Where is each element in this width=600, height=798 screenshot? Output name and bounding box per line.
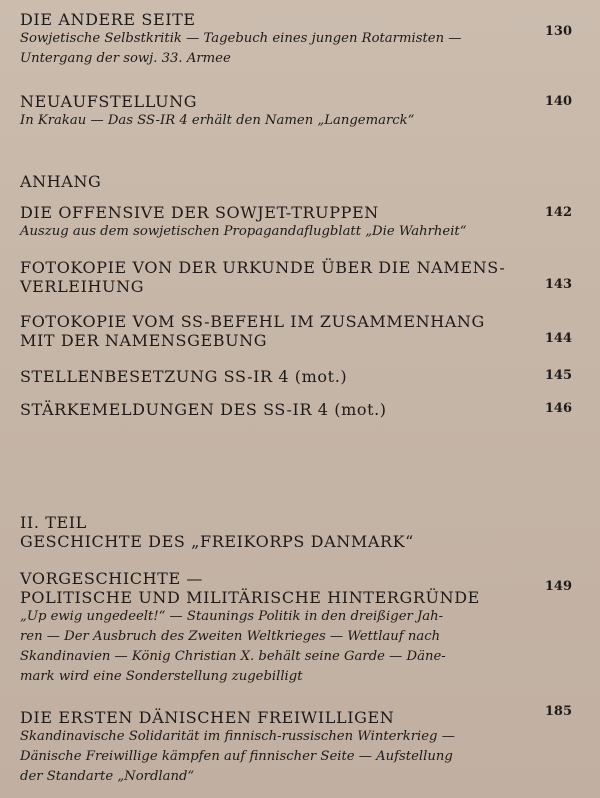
entry-title: VORGESCHICHTE — — [20, 569, 204, 588]
entry-description-line: In Krakau — Das SS-IR 4 erhält den Namen „Langemarck“ — [20, 113, 415, 128]
toc-entry — [20, 367, 580, 386]
toc-entry — [20, 569, 580, 687]
toc-entry — [20, 258, 580, 296]
page-number: 145 — [544, 368, 572, 383]
entry-description-line: Untergang der sowj. 33. Armee — [20, 51, 231, 66]
page-number: 144 — [544, 331, 572, 346]
page-number: 142 — [544, 205, 572, 220]
entry-title-continued: VERLEIHUNG — [20, 277, 145, 296]
toc-entry — [20, 312, 580, 350]
toc-entry — [20, 92, 580, 131]
entry-description-line: Skandinavien — König Christian X. behält seine Garde — Däne- — [20, 649, 446, 664]
entry-title: NEUAUFSTELLUNG — [20, 92, 198, 111]
entry-title: STÄRKEMELDUNGEN DES SS-IR 4 (mot.) — [20, 400, 387, 419]
entry-title: STELLENBESETZUNG SS-IR 4 (mot.) — [20, 367, 348, 386]
page-number: 185 — [544, 704, 572, 719]
entry-title: FOTOKOPIE VOM SS-BEFEHL IM ZUSAMMENHANG — [20, 312, 485, 331]
entry-title: II. TEIL — [20, 513, 87, 532]
entry-description-line: ren — Der Ausbruch des Zweiten Weltkrieges — Wettlauf nach — [20, 629, 441, 644]
entry-title: DIE OFFENSIVE DER SOWJET-TRUPPEN — [20, 203, 379, 222]
entry-title-continued: MIT DER NAMENSGEBUNG — [20, 331, 268, 350]
entry-title: FOTOKOPIE VON DER URKUNDE ÜBER DIE NAMENS- — [20, 258, 506, 277]
page-number: 146 — [544, 401, 572, 416]
entry-description-line: Dänische Freiwillige kämpfen auf finnischer Seite — Aufstellung — [20, 749, 453, 764]
section-heading — [20, 172, 580, 191]
toc-entry — [20, 203, 580, 242]
entry-title: ANHANG — [20, 172, 102, 191]
toc-entry — [20, 10, 580, 69]
page-number: 143 — [544, 277, 572, 292]
entry-description-line: der Standarte „Nordland“ — [20, 769, 195, 784]
entry-title: DIE ANDERE SEITE — [20, 10, 196, 29]
toc-entry — [20, 400, 580, 419]
toc-entry — [20, 704, 580, 787]
entry-description-line: Skandinavische Solidarität im finnisch-russischen Winterkrieg — — [20, 729, 455, 744]
entry-description-line: Sowjetische Selbstkritik — Tagebuch eines jungen Rotarmisten — — [20, 31, 462, 46]
entry-title-continued: POLITISCHE UND MILITÄRISCHE HINTERGRÜNDE — [20, 588, 480, 607]
entry-description-line: Auszug aus dem sowjetischen Propagandaflugblatt „Die Wahrheit“ — [20, 224, 467, 239]
part-heading — [20, 513, 580, 551]
page-number: 130 — [544, 24, 572, 39]
entry-title-continued: GESCHICHTE DES „FREIKORPS DANMARK“ — [20, 532, 414, 551]
page-number: 140 — [544, 94, 572, 109]
entry-title: DIE ERSTEN DÄNISCHEN FREIWILLIGEN — [20, 708, 395, 727]
entry-description-line: mark wird eine Sonderstellung zugebilligt — [20, 669, 303, 684]
entry-description-line: „Up ewig ungedeelt!“ — Staunings Politik in den dreißiger Jah- — [20, 609, 444, 624]
page-number: 149 — [544, 579, 572, 594]
